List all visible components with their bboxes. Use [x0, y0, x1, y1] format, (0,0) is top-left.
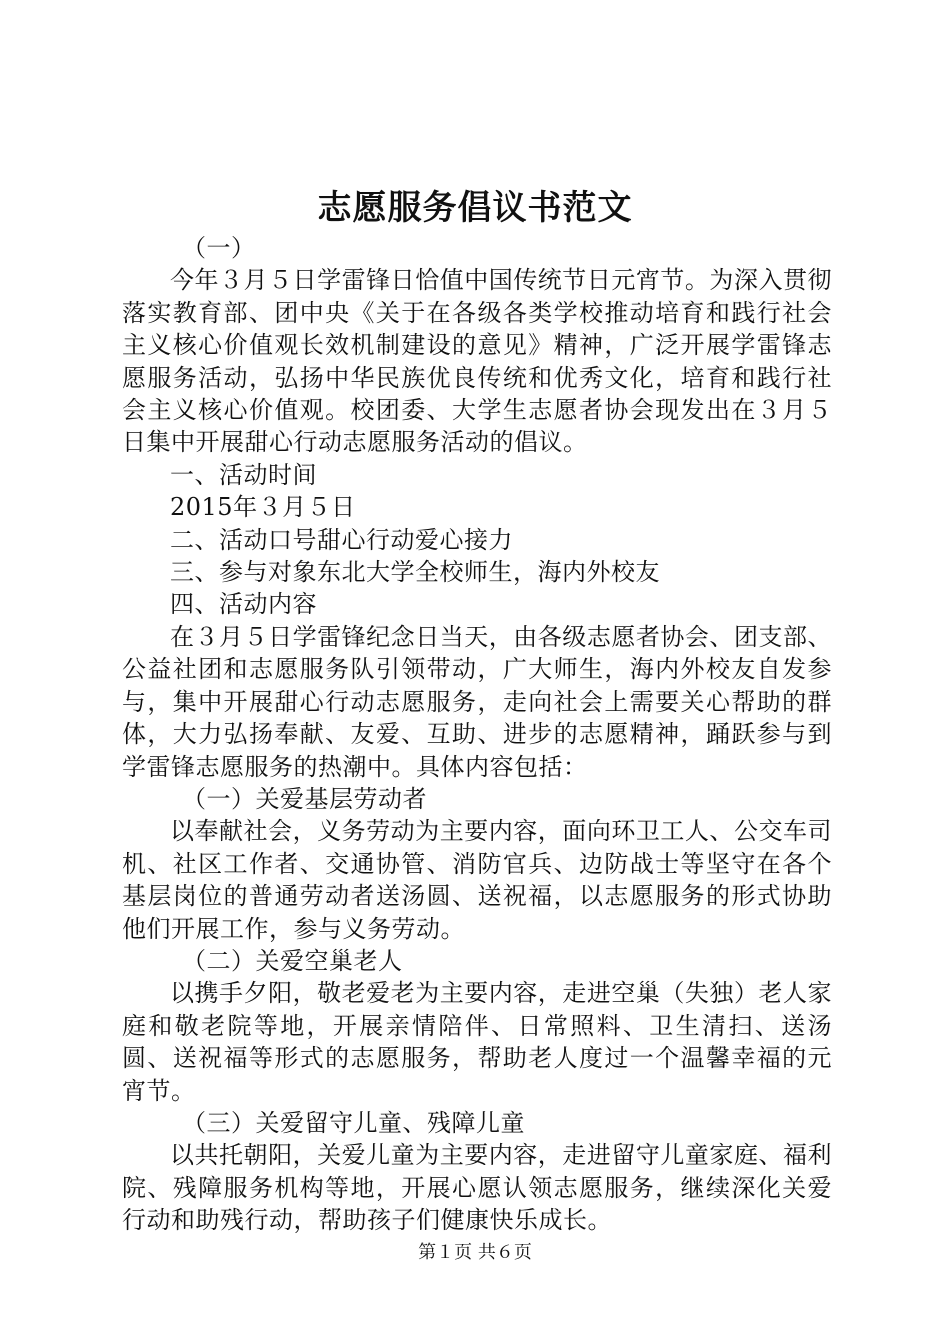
- subsection-heading: （一）关爱基层劳动者: [182, 784, 427, 813]
- paragraph: 以携手夕阳，敬老爱老为主要内容，走进空巢（失独）老人家庭和敬老院等地，开展亲情陪伴、日常照料、卫生清扫、送汤圆、送祝福等形式的志愿服务，帮助老人度过一个温馨幸福的元宵节。: [122, 979, 832, 1105]
- page-footer: 第１页 共６页: [418, 1242, 532, 1263]
- subsection-heading: （三）关爱留守儿童、残障儿童: [182, 1108, 525, 1137]
- paragraph: 2015年３月５日: [170, 493, 356, 522]
- paragraph: 以共托朝阳，关爱儿童为主要内容，走进留守儿童家庭、福利院、残障服务机构等地，开展心愿认领志愿服务，继续深化关爱行动和助残行动，帮助孩子们健康快乐成长。: [122, 1141, 832, 1235]
- paragraph: 三、参与对象东北大学全校师生，海内外校友: [170, 558, 660, 587]
- section-heading: （一）: [182, 234, 256, 262]
- document-body: [122, 232, 832, 1237]
- paragraph: 以奉献社会，义务劳动为主要内容，面向环卫工人、公交车司机、社区工作者、交通协管、消防官兵、边防战士等坚守在各个基层岗位的普通劳动者送汤圆、送祝福，以志愿服务的形式协助他们开展工作，参与义务劳动。: [122, 817, 832, 943]
- section-heading: 一、活动时间: [170, 460, 317, 489]
- section-heading: 四、活动内容: [170, 590, 317, 619]
- paragraph: 二、活动口号甜心行动爱心接力: [170, 525, 513, 554]
- paragraph: 在３月５日学雷锋纪念日当天，由各级志愿者协会、团支部、公益社团和志愿服务队引领带动，广大师生，海内外校友自发参与，集中开展甜心行动志愿服务，走向社会上需要关心帮助的群体，大力弘扬奉献、友爱、互助、进步的志愿精神，踊跃参与到学雷锋志愿服务的热潮中。具体内容包括：: [122, 622, 832, 781]
- paragraph: 今年３月５日学雷锋日恰值中国传统节日元宵节。为深入贯彻落实教育部、团中央《关于在各级各类学校推动培育和践行社会主义核心价值观长效机制建设的意见》精神，广泛开展学雷锋志愿服务活动，弘扬中华民族优良传统和优秀文化，培育和践行社会主义核心价值观。校团委、大学生志愿者协会现发出在３月５日集中开展甜心行动志愿服务活动的倡议。: [122, 266, 832, 457]
- subsection-heading: （二）关爱空巢老人: [182, 946, 403, 975]
- document-title: 志愿服务倡议书范文: [317, 188, 633, 228]
